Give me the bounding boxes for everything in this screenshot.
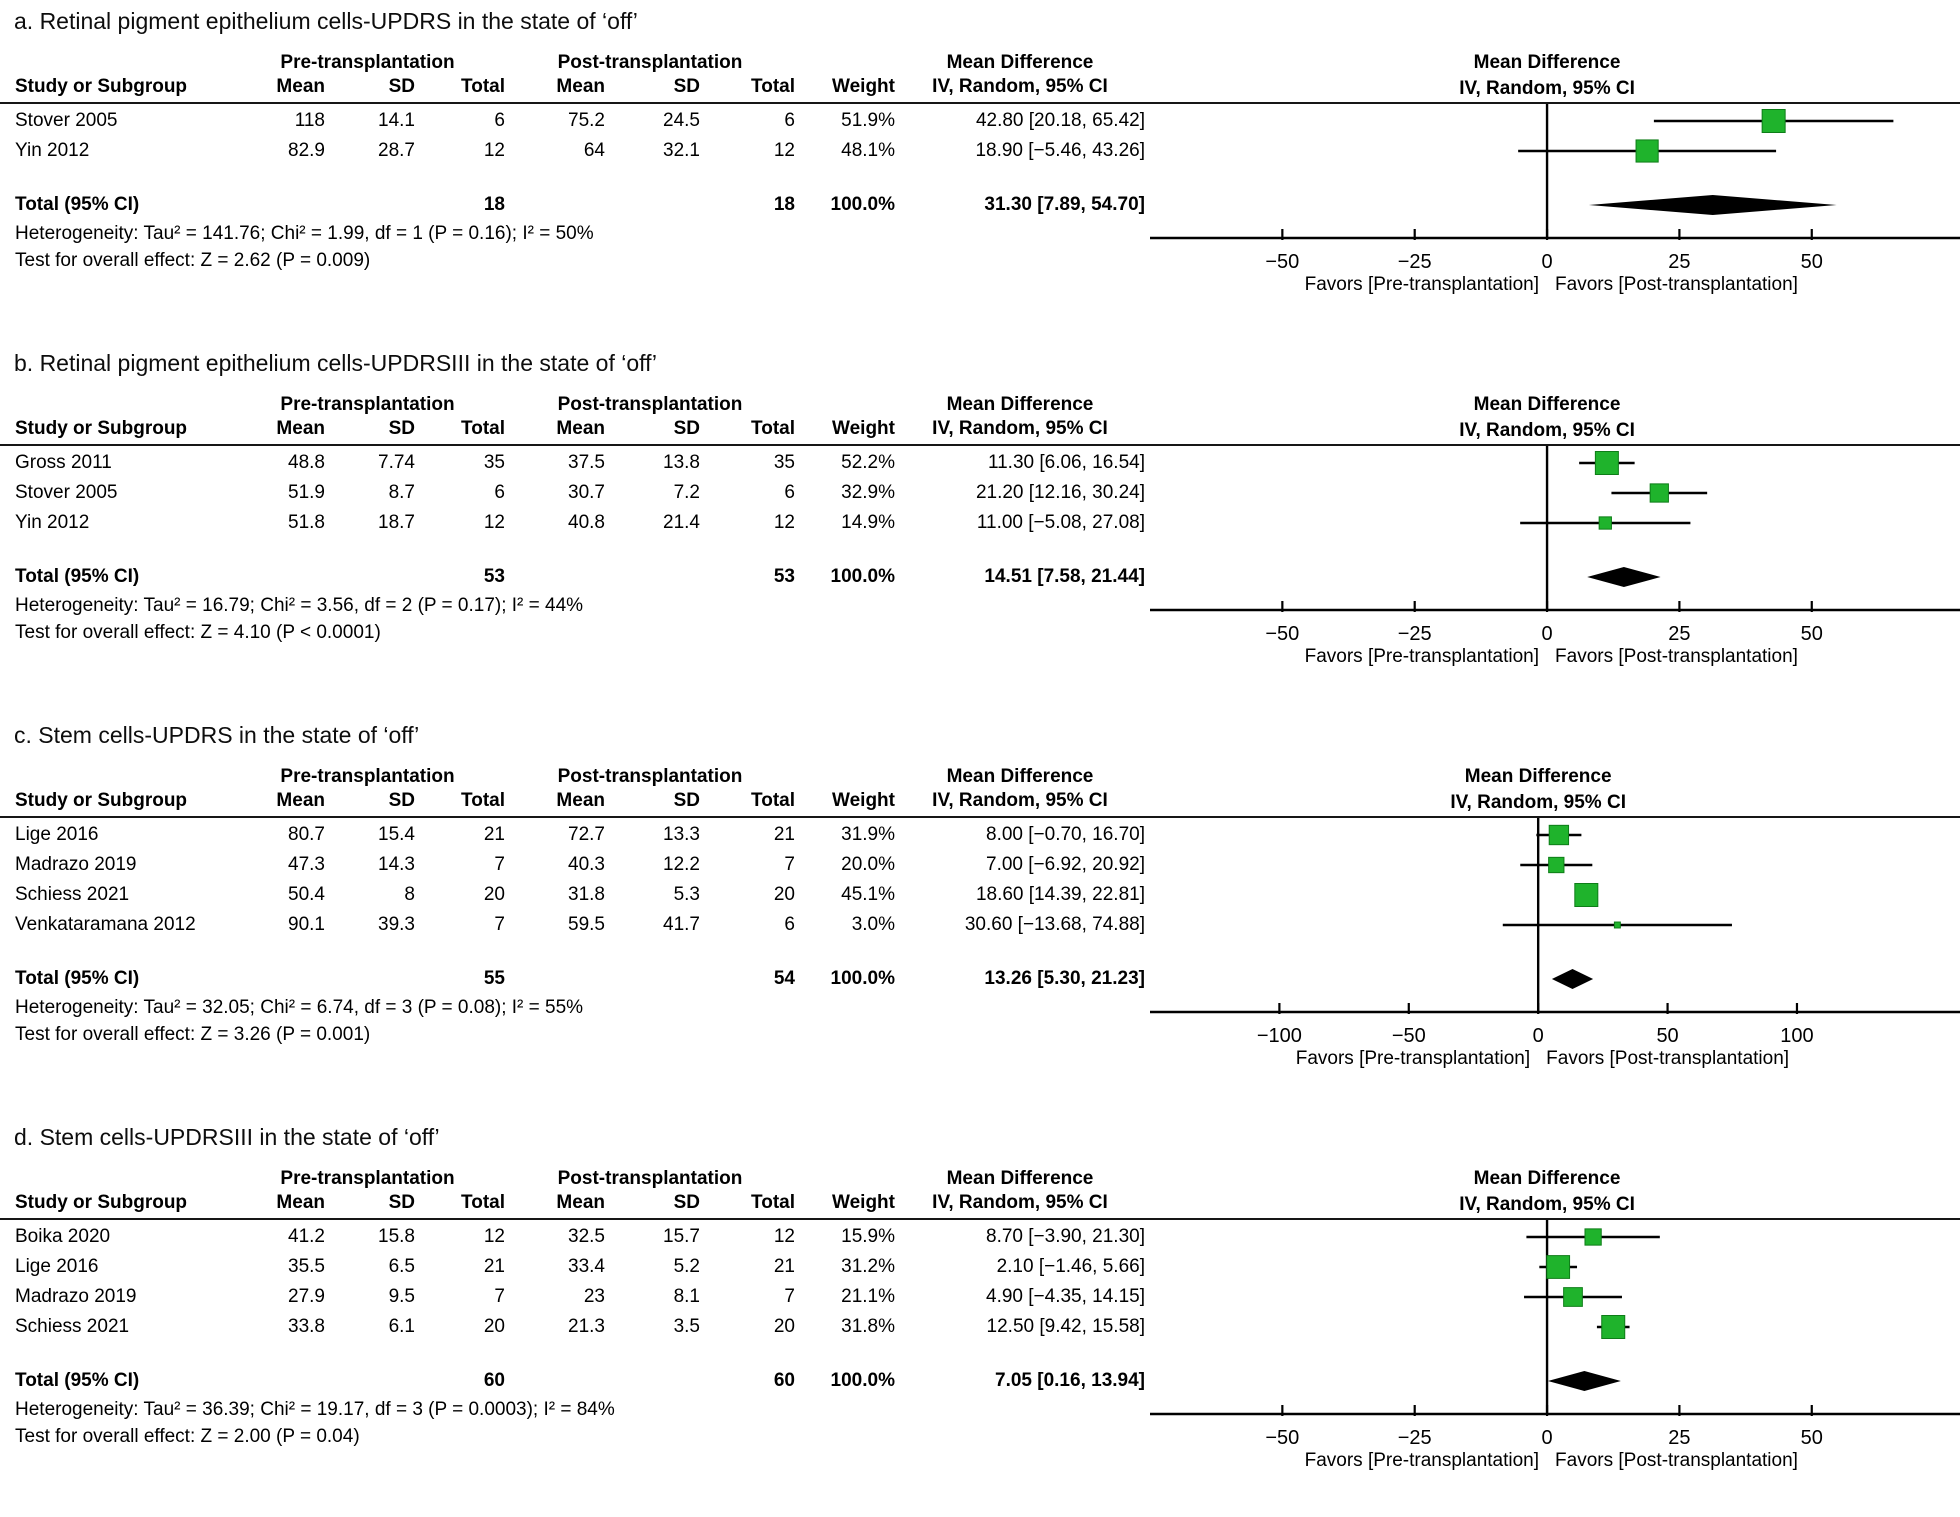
- effect-marker: [1762, 110, 1785, 133]
- total-label: Total (95% CI): [15, 968, 140, 989]
- weight-value: 14.9%: [841, 512, 895, 533]
- col-header-pre-total: Total: [461, 790, 505, 811]
- study-name: Boika 2020: [15, 1226, 111, 1247]
- study-row: [0, 478, 1150, 508]
- axis-tick-label: −50: [1265, 1427, 1300, 1449]
- pre-sd: 9.5: [388, 1286, 415, 1307]
- ci-text: 12.50 [9.42, 15.58]: [986, 1316, 1145, 1337]
- axis-tick-label: −50: [1265, 623, 1300, 645]
- pre-total: 20: [483, 884, 505, 905]
- study-row: [0, 850, 1150, 880]
- weight-value: 31.8%: [841, 1316, 895, 1337]
- pre-mean: 80.7: [288, 824, 325, 845]
- overall-effect-text: Test for overall effect: Z = 4.10 (P < 0.0001): [15, 622, 381, 643]
- post-mean: 30.7: [568, 482, 605, 503]
- col-header-weight-value: Weight: [832, 1192, 895, 1213]
- forest-plot-figure: [0, 6, 1960, 1472]
- ci-text: 2.10 [−1.46, 5.66]: [996, 1256, 1145, 1277]
- total-ci: 13.26 [5.30, 21.23]: [984, 968, 1145, 989]
- pre-sd: 15.8: [378, 1226, 415, 1247]
- study-row: [0, 1282, 1150, 1312]
- pre-total: 20: [483, 1316, 505, 1337]
- md-header-table: Mean Difference: [946, 1168, 1094, 1189]
- favors-right-label: Favors [Post-transplantation]: [1555, 646, 1798, 667]
- total-weight: 100.0%: [830, 968, 895, 989]
- weight-value: 21.1%: [841, 1286, 895, 1307]
- pre-mean: 118: [294, 110, 325, 131]
- col-header-weight-value: Weight: [832, 418, 895, 439]
- pre-total: 7: [494, 854, 505, 875]
- col-header-pre-sd: SD: [388, 418, 415, 439]
- axis-tick-label: 0: [1541, 1427, 1553, 1449]
- study-row: [0, 106, 1150, 136]
- pre-mean: 90.1: [288, 914, 325, 935]
- post-group-header: Post-transplantation: [557, 766, 743, 787]
- pre-mean: 48.8: [288, 452, 325, 473]
- pre-mean: 47.3: [288, 854, 325, 875]
- total-post-n: 60: [773, 1370, 795, 1391]
- pre-mean: 27.9: [288, 1286, 325, 1307]
- ci-text: 18.60 [14.39, 22.81]: [975, 884, 1145, 905]
- axis-tick-label: −25: [1397, 623, 1432, 645]
- col-header-ci: IV, Random, 95% CI: [932, 418, 1108, 439]
- col-header-study-name: Study or Subgroup: [15, 76, 188, 97]
- total-post-n: 18: [773, 194, 795, 215]
- post-mean: 23: [583, 1286, 605, 1307]
- post-total: 7: [784, 1286, 795, 1307]
- col-header-study-name: Study or Subgroup: [15, 790, 188, 811]
- weight-value: 51.9%: [841, 110, 895, 131]
- study-name: Madrazo 2019: [15, 1286, 137, 1307]
- effect-marker: [1585, 1229, 1601, 1245]
- weight-value: 3.0%: [851, 914, 895, 935]
- col-header-post-mean: Mean: [556, 76, 605, 97]
- post-total: 20: [773, 884, 795, 905]
- effect-marker: [1636, 140, 1658, 162]
- pre-mean: 35.5: [288, 1256, 325, 1277]
- post-sd: 24.5: [663, 110, 700, 131]
- weight-value: 52.2%: [841, 452, 895, 473]
- axis-tick-label: 0: [1541, 251, 1553, 273]
- post-total: 35: [773, 452, 795, 473]
- favors-left-label: Favors [Pre-transplantation]: [1304, 1450, 1540, 1471]
- study-name: Madrazo 2019: [15, 854, 137, 875]
- col-header-pre-mean: Mean: [276, 1192, 325, 1213]
- post-total: 6: [784, 914, 795, 935]
- pre-sd: 6.5: [388, 1256, 415, 1277]
- ci-text: 8.70 [−3.90, 21.30]: [986, 1226, 1145, 1247]
- total-ci: 31.30 [7.89, 54.70]: [984, 194, 1145, 215]
- col-header-study-name: Study or Subgroup: [15, 1192, 188, 1213]
- pre-sd: 14.1: [378, 110, 415, 131]
- axis-tick-label: 0: [1532, 1025, 1544, 1047]
- overall-effect-text: Test for overall effect: Z = 2.00 (P = 0.04): [15, 1426, 360, 1447]
- col-header-post-mean: Mean: [556, 1192, 605, 1213]
- pre-sd: 8.7: [388, 482, 415, 503]
- total-pre-n: 53: [483, 566, 505, 587]
- axis-tick-label: 50: [1800, 623, 1823, 645]
- heterogeneity-text: Heterogeneity: Tau² = 36.39; Chi² = 19.17, df = 3 (P = 0.0003); I² = 84%: [15, 1399, 615, 1420]
- favors-left-label: Favors [Pre-transplantation]: [1295, 1048, 1531, 1069]
- total-label: Total (95% CI): [15, 1370, 140, 1391]
- post-total: 21: [773, 824, 795, 845]
- total-weight: 100.0%: [830, 1370, 895, 1391]
- plot-md-header-line1: Mean Difference: [1464, 766, 1612, 787]
- post-sd: 3.5: [673, 1316, 700, 1337]
- pre-mean: 50.4: [288, 884, 325, 905]
- total-ci: 14.51 [7.58, 21.44]: [984, 566, 1145, 587]
- favors-left-label: Favors [Pre-transplantation]: [1304, 646, 1540, 667]
- col-header-pre-total: Total: [461, 1192, 505, 1213]
- total-weight: 100.0%: [830, 566, 895, 587]
- post-mean: 21.3: [568, 1316, 605, 1337]
- col-header-post-mean: Mean: [556, 790, 605, 811]
- plot-md-header-line1: Mean Difference: [1473, 394, 1621, 415]
- post-mean: 40.8: [568, 512, 605, 533]
- axis-tick-label: 50: [1800, 251, 1823, 273]
- study-row: [0, 880, 1150, 910]
- col-header-ci: IV, Random, 95% CI: [932, 790, 1108, 811]
- col-header-post-total: Total: [751, 1192, 795, 1213]
- ci-text: 42.80 [20.18, 65.42]: [975, 110, 1145, 131]
- total-diamond: [1587, 567, 1660, 587]
- col-header-pre-sd: SD: [388, 1192, 415, 1213]
- pre-sd: 28.7: [378, 140, 415, 161]
- col-header-post-total: Total: [751, 418, 795, 439]
- effect-marker: [1549, 857, 1564, 872]
- post-sd: 15.7: [663, 1226, 700, 1247]
- effect-marker: [1575, 884, 1598, 907]
- study-row: [0, 1222, 1150, 1252]
- pre-sd: 7.74: [378, 452, 415, 473]
- axis-tick-label: −50: [1265, 251, 1300, 273]
- ci-text: 18.90 [−5.46, 43.26]: [975, 140, 1145, 161]
- total-row: [0, 964, 1150, 994]
- plot-md-header-line2: IV, Random, 95% CI: [1459, 420, 1635, 441]
- favors-right-label: Favors [Post-transplantation]: [1555, 1450, 1798, 1471]
- post-group-header: Post-transplantation: [557, 394, 743, 415]
- study-row: [0, 448, 1150, 478]
- post-group-header: Post-transplantation: [557, 52, 743, 73]
- plot-md-header-line1: Mean Difference: [1473, 52, 1621, 73]
- col-header-pre-mean: Mean: [276, 790, 325, 811]
- weight-value: 20.0%: [841, 854, 895, 875]
- study-name: Yin 2012: [15, 512, 90, 533]
- total-row: [0, 1366, 1150, 1396]
- total-pre-n: 55: [483, 968, 505, 989]
- panel-a: [0, 6, 1960, 296]
- col-header-post-sd: SD: [673, 418, 700, 439]
- effect-marker: [1602, 1316, 1625, 1339]
- axis-tick-label: 50: [1656, 1025, 1679, 1047]
- pre-group-header: Pre-transplantation: [280, 766, 455, 787]
- post-mean: 75.2: [568, 110, 605, 131]
- col-header-post-total: Total: [751, 76, 795, 97]
- study-name: Stover 2005: [15, 482, 118, 503]
- post-mean: 33.4: [568, 1256, 605, 1277]
- weight-value: 15.9%: [841, 1226, 895, 1247]
- total-pre-n: 60: [483, 1370, 505, 1391]
- post-sd: 32.1: [663, 140, 700, 161]
- effect-marker: [1599, 517, 1611, 529]
- study-row: [0, 1312, 1150, 1342]
- total-pre-n: 18: [483, 194, 505, 215]
- panel-title-c: c. Stem cells-UPDRS in the state of ‘off’: [14, 722, 420, 748]
- post-sd: 7.2: [673, 482, 700, 503]
- study-row: [0, 910, 1150, 940]
- effect-marker: [1650, 484, 1668, 502]
- pre-sd: 18.7: [378, 512, 415, 533]
- col-header-pre-mean: Mean: [276, 418, 325, 439]
- post-total: 20: [773, 1316, 795, 1337]
- post-mean: 32.5: [568, 1226, 605, 1247]
- forest-plot-a: [1150, 6, 1960, 296]
- pre-mean: 33.8: [288, 1316, 325, 1337]
- axis-tick-label: 0: [1541, 623, 1553, 645]
- pre-group-header: Pre-transplantation: [280, 1168, 455, 1189]
- pre-mean: 51.9: [288, 482, 325, 503]
- post-total: 12: [773, 140, 795, 161]
- pre-group-header: Pre-transplantation: [280, 52, 455, 73]
- panel-b: [0, 348, 1960, 668]
- post-mean: 64: [583, 140, 605, 161]
- post-mean: 37.5: [568, 452, 605, 473]
- col-header-post-mean: Mean: [556, 418, 605, 439]
- post-sd: 13.8: [663, 452, 700, 473]
- effect-marker: [1564, 1288, 1583, 1307]
- study-name: Venkataramana 2012: [15, 914, 196, 935]
- post-total: 12: [773, 1226, 795, 1247]
- effect-marker: [1549, 825, 1568, 844]
- total-label: Total (95% CI): [15, 566, 140, 587]
- col-header-study-name: Study or Subgroup: [15, 418, 188, 439]
- post-sd: 41.7: [663, 914, 700, 935]
- ci-text: 11.00 [−5.08, 27.08]: [976, 512, 1145, 533]
- post-mean: 59.5: [568, 914, 605, 935]
- overall-effect-text: Test for overall effect: Z = 3.26 (P = 0.001): [15, 1024, 371, 1045]
- pre-sd: 8: [404, 884, 415, 905]
- weight-value: 31.9%: [841, 824, 895, 845]
- col-header-post-sd: SD: [673, 790, 700, 811]
- panel-title-b: b. Retinal pigment epithelium cells-UPDRSIII in the state of ‘off’: [14, 350, 658, 376]
- study-name: Stover 2005: [15, 110, 118, 131]
- study-name: Gross 2011: [15, 452, 112, 473]
- favors-left-label: Favors [Pre-transplantation]: [1304, 274, 1540, 295]
- effect-marker: [1614, 922, 1620, 928]
- total-label: Total (95% CI): [15, 194, 140, 215]
- total-ci: 7.05 [0.16, 13.94]: [995, 1370, 1145, 1391]
- pre-total: 6: [494, 482, 505, 503]
- plot-md-header-line2: IV, Random, 95% CI: [1450, 792, 1626, 813]
- post-total: 7: [784, 854, 795, 875]
- col-header-ci: IV, Random, 95% CI: [932, 1192, 1108, 1213]
- post-sd: 12.2: [663, 854, 700, 875]
- post-mean: 31.8: [568, 884, 605, 905]
- heterogeneity-text: Heterogeneity: Tau² = 32.05; Chi² = 6.74, df = 3 (P = 0.08); I² = 55%: [15, 997, 584, 1018]
- col-header-post-sd: SD: [673, 76, 700, 97]
- pre-total: 7: [494, 914, 505, 935]
- panel-title-d: d. Stem cells-UPDRSIII in the state of ‘off’: [14, 1124, 440, 1150]
- study-name: Lige 2016: [15, 824, 99, 845]
- pre-sd: 6.1: [388, 1316, 415, 1337]
- heterogeneity-text: Heterogeneity: Tau² = 16.79; Chi² = 3.56, df = 2 (P = 0.17); I² = 44%: [15, 595, 584, 616]
- col-header-pre-mean: Mean: [276, 76, 325, 97]
- ci-text: 8.00 [−0.70, 16.70]: [986, 824, 1145, 845]
- md-header-table: Mean Difference: [946, 766, 1094, 787]
- study-row: [0, 820, 1150, 850]
- post-mean: 40.3: [568, 854, 605, 875]
- md-header-table: Mean Difference: [946, 52, 1094, 73]
- axis-tick-label: 25: [1668, 623, 1691, 645]
- post-mean: 72.7: [568, 824, 605, 845]
- study-name: Schiess 2021: [15, 884, 130, 905]
- total-row: [0, 190, 1150, 220]
- col-header-weight-value: Weight: [832, 790, 895, 811]
- md-header-table: Mean Difference: [946, 394, 1094, 415]
- post-sd: 8.1: [673, 1286, 700, 1307]
- post-sd: 5.2: [673, 1256, 700, 1277]
- pre-sd: 15.4: [378, 824, 415, 845]
- favors-right-label: Favors [Post-transplantation]: [1546, 1048, 1790, 1069]
- ci-text: 11.30 [6.06, 16.54]: [987, 452, 1145, 473]
- plot-md-header-line1: Mean Difference: [1473, 1168, 1621, 1189]
- axis-tick-label: 100: [1780, 1025, 1814, 1047]
- pre-mean: 82.9: [288, 140, 325, 161]
- axis-tick-label: 25: [1668, 1427, 1691, 1449]
- axis-tick-label: −100: [1256, 1025, 1302, 1047]
- pre-total: 35: [483, 452, 505, 473]
- total-diamond: [1548, 1371, 1621, 1391]
- weight-value: 45.1%: [841, 884, 895, 905]
- axis-tick-label: 50: [1800, 1427, 1823, 1449]
- panel-d: [0, 1122, 1960, 1472]
- post-sd: 13.3: [663, 824, 700, 845]
- study-name: Yin 2012: [15, 140, 90, 161]
- post-total: 6: [784, 110, 795, 131]
- pre-group-header: Pre-transplantation: [280, 394, 455, 415]
- post-total: 21: [773, 1256, 795, 1277]
- ci-text: 21.20 [12.16, 30.24]: [975, 482, 1145, 503]
- overall-effect-text: Test for overall effect: Z = 2.62 (P = 0.009): [15, 250, 371, 271]
- pre-total: 12: [483, 512, 505, 533]
- pre-total: 12: [483, 140, 505, 161]
- post-sd: 5.3: [673, 884, 700, 905]
- pre-total: 12: [483, 1226, 505, 1247]
- col-header-ci: IV, Random, 95% CI: [932, 76, 1108, 97]
- post-sd: 21.4: [663, 512, 700, 533]
- heterogeneity-text: Heterogeneity: Tau² = 141.76; Chi² = 1.99, df = 1 (P = 0.16); I² = 50%: [15, 223, 594, 244]
- effect-marker: [1547, 1256, 1570, 1279]
- favors-right-label: Favors [Post-transplantation]: [1555, 274, 1798, 295]
- study-name: Schiess 2021: [15, 1316, 130, 1337]
- forest-plot-d: [1150, 1122, 1960, 1472]
- axis-tick-label: −50: [1391, 1025, 1426, 1047]
- total-diamond: [1589, 195, 1837, 215]
- ci-text: 7.00 [−6.92, 20.92]: [986, 854, 1145, 875]
- panel-c: [0, 720, 1960, 1070]
- col-header-pre-sd: SD: [388, 790, 415, 811]
- pre-sd: 14.3: [378, 854, 415, 875]
- study-row: [0, 136, 1150, 166]
- forest-plot-b: [1150, 348, 1960, 668]
- axis-tick-label: 25: [1668, 251, 1691, 273]
- effect-marker: [1595, 452, 1618, 475]
- study-row: [0, 1252, 1150, 1282]
- col-header-pre-sd: SD: [388, 76, 415, 97]
- col-header-pre-total: Total: [461, 76, 505, 97]
- total-diamond: [1552, 969, 1593, 989]
- post-total: 6: [784, 482, 795, 503]
- ci-text: 4.90 [−4.35, 14.15]: [986, 1286, 1145, 1307]
- col-header-weight-value: Weight: [832, 76, 895, 97]
- axis-tick-label: −25: [1397, 1427, 1432, 1449]
- pre-sd: 39.3: [378, 914, 415, 935]
- study-row: [0, 508, 1150, 538]
- total-weight: 100.0%: [830, 194, 895, 215]
- weight-value: 48.1%: [841, 140, 895, 161]
- post-group-header: Post-transplantation: [557, 1168, 743, 1189]
- total-row: [0, 562, 1150, 592]
- plot-md-header-line2: IV, Random, 95% CI: [1459, 78, 1635, 99]
- plot-md-header-line2: IV, Random, 95% CI: [1459, 1194, 1635, 1215]
- post-total: 12: [773, 512, 795, 533]
- pre-mean: 51.8: [288, 512, 325, 533]
- col-header-pre-total: Total: [461, 418, 505, 439]
- study-name: Lige 2016: [15, 1256, 99, 1277]
- weight-value: 31.2%: [841, 1256, 895, 1277]
- col-header-post-total: Total: [751, 790, 795, 811]
- axis-tick-label: −25: [1397, 251, 1432, 273]
- panel-title-a: a. Retinal pigment epithelium cells-UPDRS in the state of ‘off’: [14, 8, 638, 34]
- pre-total: 21: [483, 824, 505, 845]
- pre-total: 6: [494, 110, 505, 131]
- weight-value: 32.9%: [841, 482, 895, 503]
- pre-total: 7: [494, 1286, 505, 1307]
- pre-mean: 41.2: [288, 1226, 325, 1247]
- forest-plot-c: [1150, 720, 1960, 1070]
- ci-text: 30.60 [−13.68, 74.88]: [964, 914, 1145, 935]
- col-header-post-sd: SD: [673, 1192, 700, 1213]
- pre-total: 21: [483, 1256, 505, 1277]
- total-post-n: 53: [773, 566, 795, 587]
- total-post-n: 54: [773, 968, 795, 989]
